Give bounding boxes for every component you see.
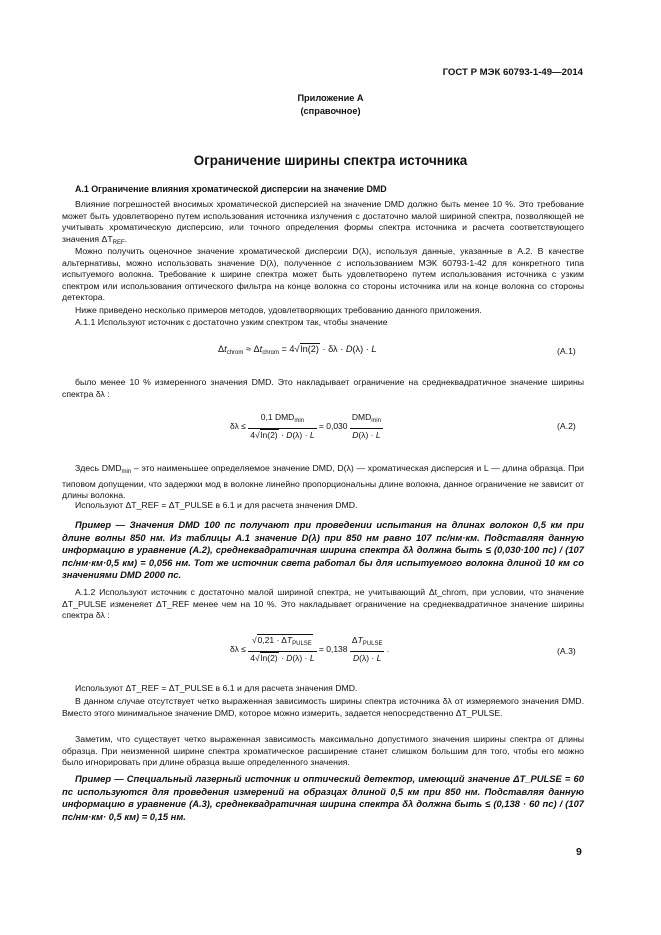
paragraph-p7: Используют ΔT_REF = ΔT_PULSE в 6.1 и для расчета значения DMD. xyxy=(75,500,358,510)
equation-number-a2: (А.2) xyxy=(557,421,576,431)
paragraph-p1: Влияние погрешностей вносимых хроматической дисперсией на значение DMD должно быть менее 10 %. Это требование может быть удовлетворено путем использования источника излучения с достаточно малой шириной спектра, позволяющей не учитывать хроматическую дисперсию, или точного определения формы спектра источника и расчета соответствующего значения $\Delta T_{REF}$. xyxy=(62,199,584,246)
page-number: 9 xyxy=(576,846,582,858)
formula-a2: δλ ≤ $\frac{0,1 DMD_{min}}{4√\ln(2) \cdot D(\lambda) \cdot L}$ = 0,030 $\frac{DMD_{min}}{D(\lambda) \cdot L}$ xyxy=(230,412,381,440)
paragraph-p4: А.1.1 Используют источник с достаточно узким спектром так, чтобы значение xyxy=(75,317,388,327)
paragraph-p11: Заметим, что существует четко выраженная зависимость максимально допустимого значения ширины спектра от длины образца. При неизменной ширине спектра хроматическое расширение станет слишком большим для того, чтобы его можно было игнорировать при длине образца выше определенного значения. xyxy=(62,734,584,768)
paragraph-p10: В данном случае отсутствует четко выраженная зависимость ширины спектра источника δλ от измеряемого значения DMD. Вместо этого минимальное значение DMD, которое можно измерить, задается непосредственно ΔT_PULSE. xyxy=(62,696,584,718)
example-2: Пример — Специальный лазерный источник и оптический детектор, имеющий значение ΔT_PULSE = 60 пс используются для проведения измерений на образцах длиной 0,5 км при 850 нм. Подставляя данную информацию в уравнение (А.3), среднеквадратичная ширина спектра δλ должна быть ≤ (0,138 · 60 пс) / (107 пс/нм·км· 0,5 км) = 0,15 нм. xyxy=(62,773,584,822)
section-a1-heading: А.1 Ограничение влияния хроматической дисперсии на значение DMD xyxy=(75,184,387,194)
annex-title: Приложение А xyxy=(297,93,364,103)
paragraph-p3: Ниже приведено несколько примеров методов, удовлетворяющих требованию данного приложения. xyxy=(75,305,482,315)
main-title: Ограничение ширины спектра источника xyxy=(193,153,468,168)
formula-a3: δλ ≤ $\frac{√0,21 \cdot \Delta T_{PULSE}}{4√\ln(2) \cdot D(\lambda) \cdot L}$ = 0,138 $\frac{\Delta T_{PULSE}}{D(\lambda) \cdot L}$ . xyxy=(230,635,390,663)
formula-a1: $\Delta t_{chrom} \approx \Delta t_{chrom} = 4√\ln(2) \cdot \delta\lambda \cdot D(\lambda) \cdot L$ xyxy=(218,344,377,356)
equation-number-a1: (А.1) xyxy=(557,346,576,356)
paragraph-p8: А.1.2 Используют источник с достаточно малой шириной спектра, не учитывающий Δt_chrom, при условии, что значение ΔT_PULSE изменеяет ΔT_REF менее чем на 10 %. Это накладывает ограничение на среднеквадратичное значение ширины спектра δλ : xyxy=(62,587,584,621)
example-1: Пример — Значения DMD 100 пс получают при проведении испытания на длинах волокон 0,5 км при длине волны 850 нм. Из таблицы А.1 значение D(λ) при 850 нм равно 107 пс/нм·км. Подставляя данную информацию в уравнение (А.2), среднеквадратичная ширина спектра δλ должна быть ≤ (0,030·100 пс) / (107 пс/нм·км·0,5 км) = 0,056 нм. Тот же источник света работал бы для испытуемого волокна длиной 10 км со значениями DMD 2000 пс. xyxy=(62,519,584,581)
annex-subtitle: (справочное) xyxy=(300,106,361,116)
paragraph-p9: Используют ΔT_REF = ΔT_PULSE в 6.1 и для расчета значения DMD. xyxy=(75,683,358,693)
equation-number-a3: (А.3) xyxy=(557,646,576,656)
standard-header: ГОСТ Р МЭК 60793-1-49—2014 xyxy=(442,67,583,78)
paragraph-p6: Здесь $DMD_{min}$ – это наименьшее определяемое значение DMD, D(λ) — хроматическая дисперсия и L — длина образца. При типовом допущении, что задержки мод в волокне линейно пропорциональны длине волокна, данное ограничение не зависит от длины волокна. xyxy=(62,463,585,501)
paragraph-p2: Можно получить оценочное значение хроматической дисперсии D(λ), используя данные, указанные в А.2. В качестве альтернативы, можно использовать значение D(λ), полученное с использованием МЭК 60793-1-42 для конкретного типа испытуемого волокна. Требование к ширине спектра может быть удовлетворено путем использования источника с узким спектром или использования оптического фильтра на конце волокна со стороны источника или на конце волокна со стороны детектора. xyxy=(62,246,584,303)
paragraph-p5: было менее 10 % измеренного значения DMD. Это накладывает ограничение на среднеквадратичное значение ширины спектра δλ : xyxy=(62,377,584,399)
